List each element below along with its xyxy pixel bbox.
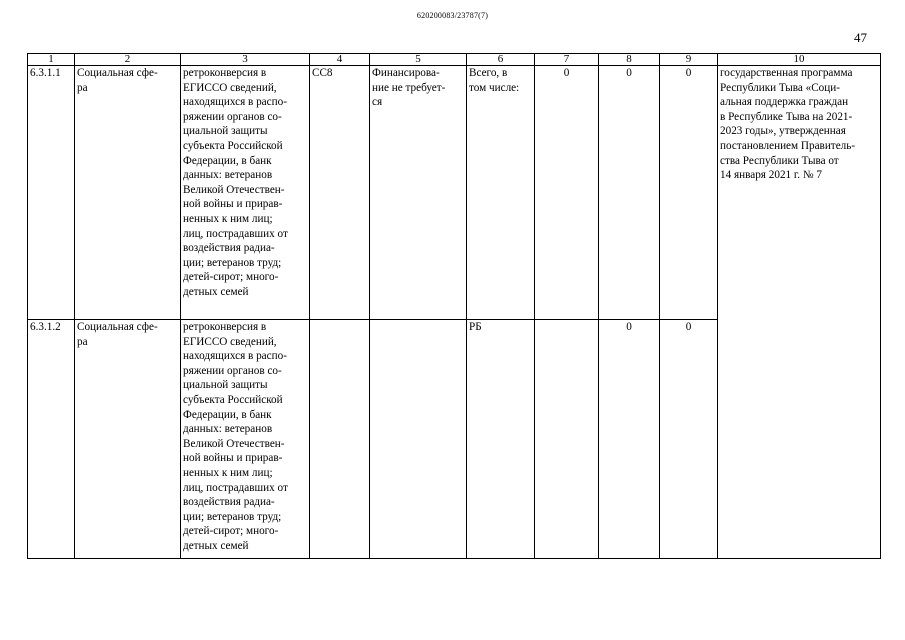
header-cell: 3	[181, 54, 310, 66]
row-financing: Финансирова- ние не требует- ся	[370, 66, 467, 320]
row-value-col7: 0	[535, 66, 599, 320]
row-value-col8: 0	[599, 66, 660, 320]
row-sphere: Социальная сфе- ра	[75, 66, 181, 320]
document-code: 620200083/23787(7)	[416, 11, 489, 20]
header-cell: 7	[535, 54, 599, 66]
header-cell: 5	[370, 54, 467, 66]
row-code: СС8	[310, 66, 370, 320]
header-cell: 4	[310, 54, 370, 66]
header-cell: 8	[599, 54, 660, 66]
header-cell: 6	[467, 54, 535, 66]
data-table	[27, 53, 881, 559]
row-description: ретроконверсия в ЕГИССО сведений, находящихся в распо- ряжении органов со- циальной защиты субъекта Российской Федерации, в банк данных: ветеранов Великой Отечествен- ной войны и прирав- ненных к ним лиц; лиц, пострадавших от воздействия радиа- ции; ветеранов труд; детей-сирот; много- детных семей	[181, 66, 310, 320]
row-value-col9: 0	[660, 66, 718, 320]
row-value-col9: 0	[660, 320, 718, 559]
row-value-col8: 0	[599, 320, 660, 559]
header-cell: 10	[718, 54, 881, 66]
header-cell: 9	[660, 54, 718, 66]
row-description: ретроконверсия в ЕГИССО сведений, находящихся в распо- ряжении органов со- циальной защиты субъекта Российской Федерации, в банк данных: ветеранов Великой Отечествен- ной войны и прирав- ненных к ним лиц; лиц, пострадавших от воздействия радиа- ции; ветеранов труд; детей-сирот; много- детных семей	[181, 320, 310, 559]
table-row	[28, 66, 881, 320]
row-source: РБ	[467, 320, 535, 559]
row-sphere: Социальная сфе- ра	[75, 320, 181, 559]
row-source: Всего, в том числе:	[467, 66, 535, 320]
row-basis: государственная программа Республики Тыва «Соци- альная поддержка граждан в Республике Тыва на 2021- 2023 годы», утвержденная постановлением Правитель- ства Республики Тыва от 14 января 2021 г. № 7	[718, 66, 881, 559]
row-id: 6.3.1.2	[28, 320, 75, 559]
header-cell: 1	[28, 54, 75, 66]
row-financing-empty	[370, 320, 467, 559]
row-id: 6.3.1.1	[28, 66, 75, 320]
page-number: 47	[854, 30, 867, 45]
header-row	[28, 54, 881, 66]
header-cell: 2	[75, 54, 181, 66]
row-value-col7-empty	[535, 320, 599, 559]
row-code-empty	[310, 320, 370, 559]
